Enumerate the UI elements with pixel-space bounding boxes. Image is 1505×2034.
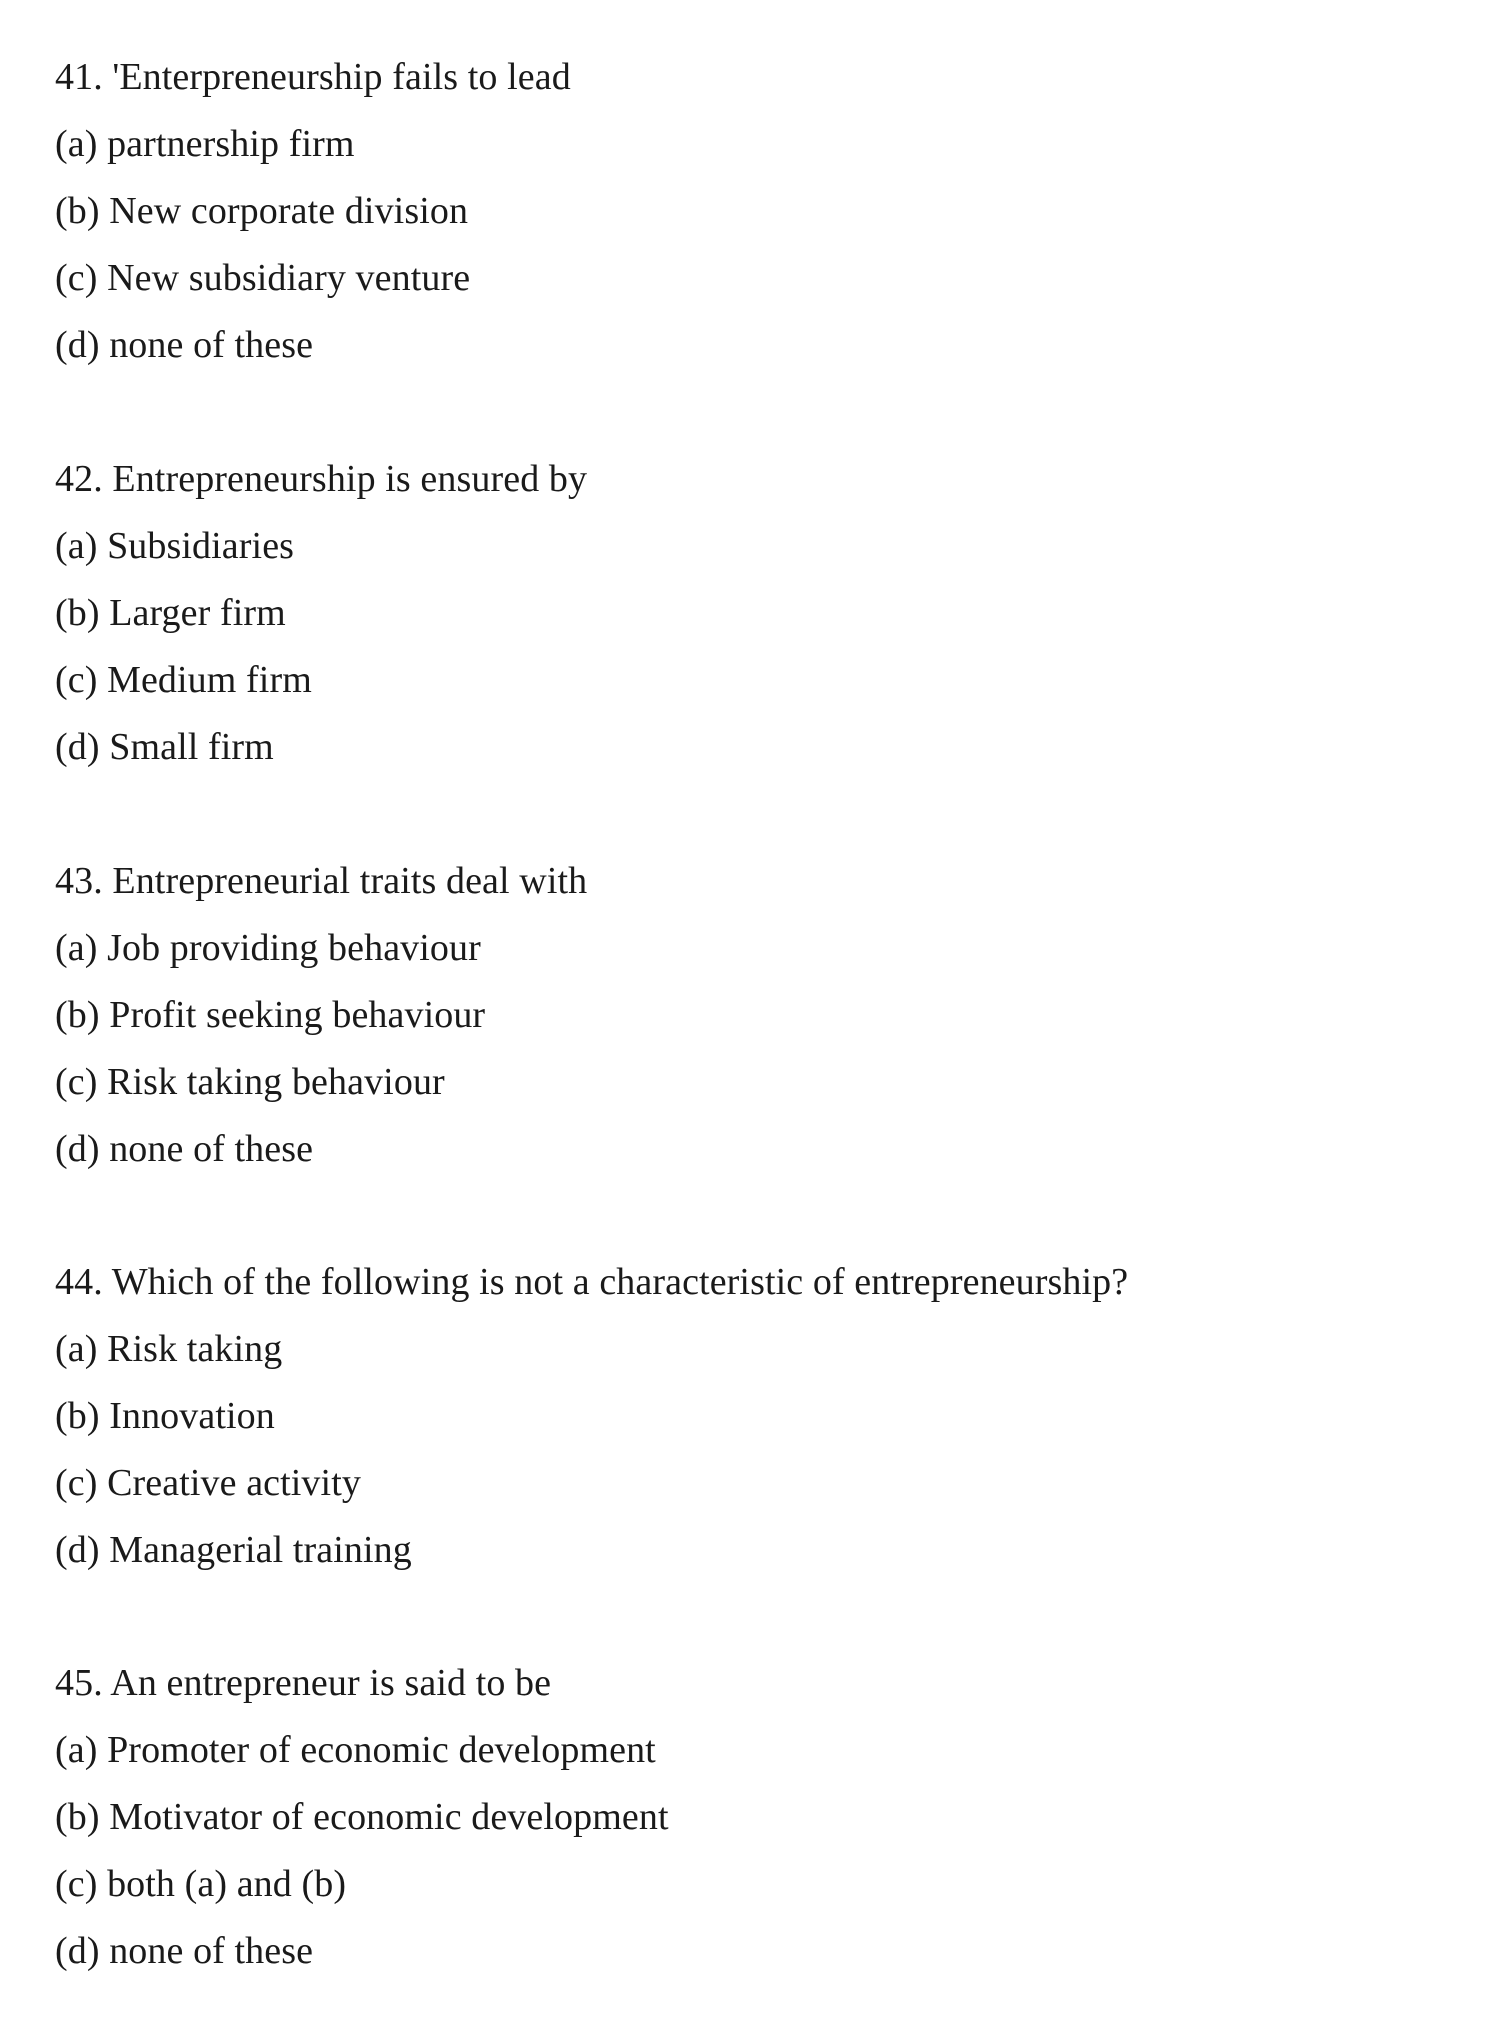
option-b: (b) New corporate division xyxy=(55,190,469,232)
option-d: (d) none of these xyxy=(55,324,314,366)
question-stem: 45. An entrepreneur is said to be xyxy=(55,1662,552,1704)
question-41 xyxy=(55,44,1455,379)
question-45 xyxy=(55,1650,1455,1985)
option-d: (d) Managerial training xyxy=(55,1529,412,1571)
option-b: (b) Profit seeking behaviour xyxy=(55,994,486,1036)
option-a: (a) Subsidiaries xyxy=(55,525,295,567)
question-42 xyxy=(55,446,1455,781)
question-43 xyxy=(55,848,1455,1183)
question-stem: 44. Which of the following is not a characteristic of entrepreneurship? xyxy=(55,1261,1129,1303)
option-a: (a) partnership firm xyxy=(55,123,355,165)
question-44 xyxy=(55,1249,1455,1584)
option-a: (a) Promoter of economic development xyxy=(55,1729,656,1771)
option-c: (c) Risk taking behaviour xyxy=(55,1061,445,1103)
option-a: (a) Risk taking xyxy=(55,1328,283,1370)
option-c: (c) New subsidiary venture xyxy=(55,257,471,299)
option-b: (b) Innovation xyxy=(55,1395,275,1437)
option-c: (c) both (a) and (b) xyxy=(55,1863,347,1905)
option-a: (a) Job providing behaviour xyxy=(55,927,481,969)
question-stem: 42. Entrepreneurship is ensured by xyxy=(55,458,588,500)
option-d: (d) Small firm xyxy=(55,726,274,768)
option-b: (b) Larger firm xyxy=(55,592,286,634)
option-b: (b) Motivator of economic development xyxy=(55,1796,669,1838)
question-stem: 43. Entrepreneurial traits deal with xyxy=(55,860,588,902)
question-stem: 41. 'Enterpreneurship fails to lead xyxy=(55,56,571,98)
option-c: (c) Creative activity xyxy=(55,1462,361,1504)
option-c: (c) Medium firm xyxy=(55,659,312,701)
option-d: (d) none of these xyxy=(55,1930,314,1972)
option-d: (d) none of these xyxy=(55,1128,314,1170)
